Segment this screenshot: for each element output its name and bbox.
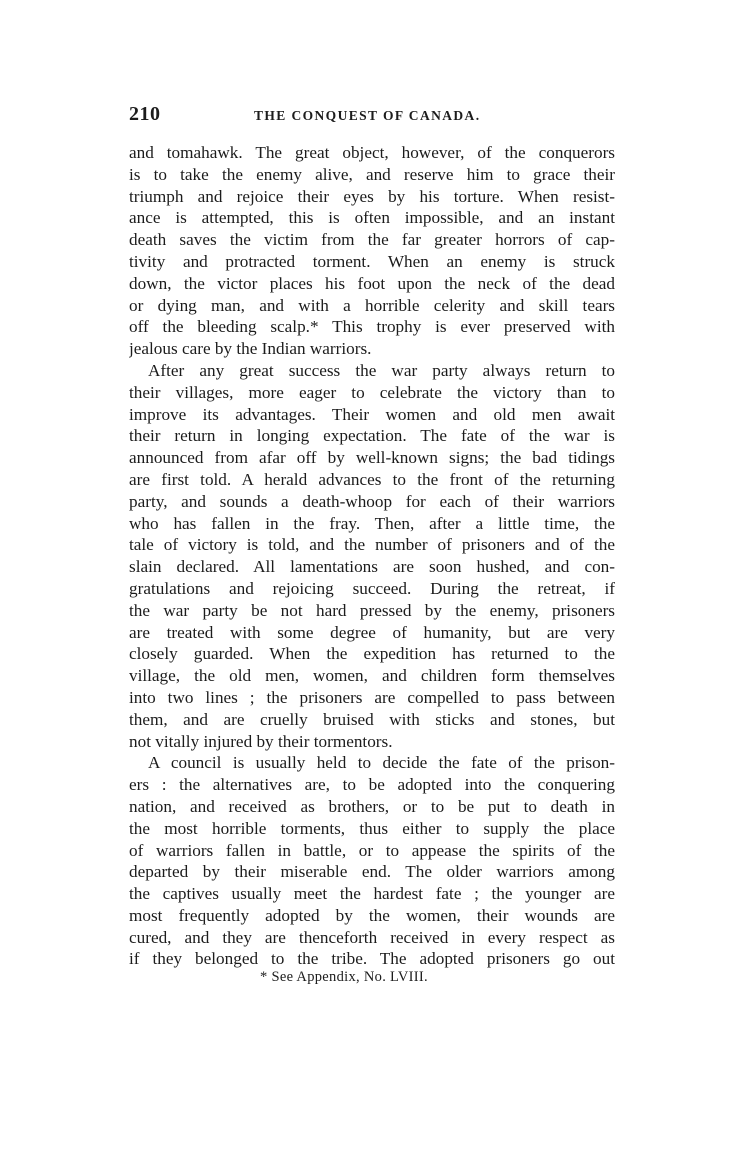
text-line: are first told. A herald advances to the front of the returning [129, 469, 615, 489]
text-line: them, and are cruelly bruised with sticks and stones, but [129, 709, 615, 729]
text-line: tale of victory is told, and the number of prisoners and of the [129, 535, 615, 555]
text-line: the war party be not hard pressed by the enemy, prisoners [129, 600, 615, 620]
text-line: are treated with some degree of humanity, but are very [129, 622, 615, 642]
text-line: and tomahawk. The great object, however, of the conquerors [129, 143, 615, 162]
text-line: departed by their miserable end. The older warriors among [129, 862, 615, 882]
footnote: * See Appendix, No. LVIII. [260, 969, 428, 985]
text-line: of warriors fallen in battle, or to appease the spirits of the [129, 840, 615, 860]
text-line: slain declared. All lamentations are soon hushed, and con- [129, 557, 615, 577]
text-line: most frequently adopted by the women, their wounds are [129, 905, 615, 925]
text-line: jealous care by the Indian warriors. [129, 339, 372, 359]
text-line: if they belonged to the tribe. The adopted prisoners go out [129, 949, 615, 969]
text-line: cured, and they are thenceforth received in every respect as [129, 927, 615, 947]
text-line: their return in longing expectation. The fate of the war is [129, 426, 615, 446]
text-line: nation, and received as brothers, or to be put to death in [129, 796, 615, 816]
body-text [129, 142, 615, 970]
running-head: THE CONQUEST OF CANADA. [254, 108, 481, 123]
text-line: death saves the victim from the far greater horrors of cap- [129, 230, 615, 250]
text-line: the most horrible torments, thus either to supply the place [129, 818, 615, 838]
text-line: improve its advantages. Their women and old men await [129, 404, 615, 424]
text-line: gratulations and rejoicing succeed. During the retreat, if [129, 578, 615, 598]
text-line: down, the victor places his foot upon the neck of the dead [129, 273, 615, 293]
text-line: is to take the enemy alive, and reserve him to grace their [129, 164, 615, 184]
text-line: After any great success the war party always return to [148, 360, 615, 380]
text-line: tivity and protracted torment. When an enemy is struck [129, 251, 615, 271]
text-line: off the bleeding scalp.* This trophy is ever preserved with [129, 317, 615, 337]
text-line: ers : the alternatives are, to be adopted into the conquering [129, 775, 615, 795]
text-line: the captives usually meet the hardest fate ; the younger are [129, 884, 615, 904]
text-line: closely guarded. When the expedition has returned to the [129, 644, 615, 664]
text-line: triumph and rejoice their eyes by his torture. When resist- [129, 186, 615, 206]
text-line: their villages, more eager to celebrate the victory than to [129, 382, 615, 402]
text-line: not vitally injured by their tormentors. [129, 731, 393, 751]
text-line: who has fallen in the fray. Then, after a little time, the [129, 513, 615, 533]
page-number: 210 [129, 103, 161, 125]
text-line: party, and sounds a death-whoop for each of their warriors [129, 491, 615, 511]
page-header [129, 103, 615, 133]
text-line: into two lines ; the prisoners are compelled to pass between [129, 687, 615, 707]
text-line: ance is attempted, this is often impossible, and an instant [129, 208, 615, 228]
text-line: announced from afar off by well-known signs; the bad tidings [129, 448, 615, 468]
text-line: village, the old men, women, and children form themselves [129, 666, 615, 686]
text-line: or dying man, and with a horrible celerity and skill tears [129, 295, 615, 315]
text-line: A council is usually held to decide the fate of the prison- [148, 753, 615, 773]
